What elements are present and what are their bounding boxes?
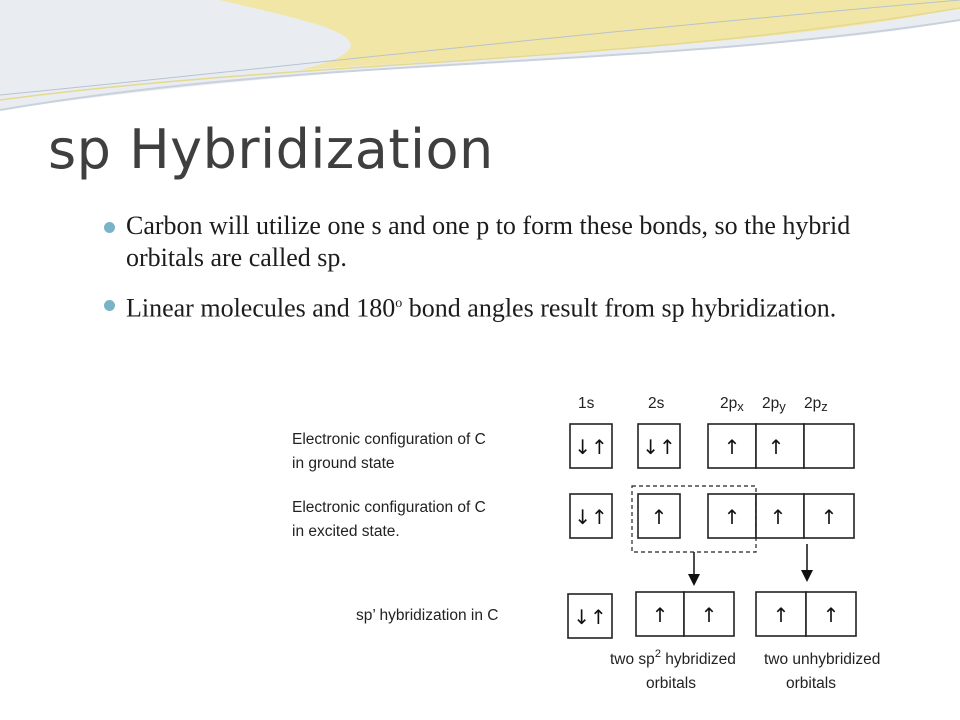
electron-arrows: ↓↑ xyxy=(573,605,607,629)
electron-arrow: ↑ xyxy=(723,505,741,529)
header-1s: 1s xyxy=(578,395,595,412)
bullet-dot-icon xyxy=(104,300,115,311)
bullet-item xyxy=(104,288,904,325)
electron-arrow: ↑ xyxy=(769,505,787,529)
bullet-dot-icon xyxy=(104,222,115,233)
header-swoosh-decoration xyxy=(0,0,960,120)
electron-arrows: ↓↑ xyxy=(642,435,676,459)
header-2s: 2s xyxy=(648,395,665,412)
electron-arrows: ↓↑ xyxy=(574,505,608,529)
degree-superscript: o xyxy=(395,296,403,311)
electron-arrow: ↑ xyxy=(650,505,668,529)
electron-arrow: ↑ xyxy=(820,505,838,529)
excited-state-label-line2: in excited state. xyxy=(292,523,400,540)
header-2py: 2py xyxy=(762,395,786,414)
electron-arrow: ↑ xyxy=(651,603,669,627)
orbital-diagram xyxy=(288,382,896,694)
electron-arrow: ↑ xyxy=(723,435,741,459)
electron-arrows: ↓↑ xyxy=(574,435,608,459)
bullet-list xyxy=(104,210,904,339)
orbital-box-2pz xyxy=(804,424,854,468)
unhybridized-caption-line1: two unhybridized xyxy=(764,651,881,668)
unhybridized-caption-line2: orbitals xyxy=(786,675,836,692)
hybridization-label: sp’ hybridization in C xyxy=(356,607,499,624)
ground-state-label-line2: in ground state xyxy=(292,455,395,472)
bullet-text-part: Linear molecules and 180 xyxy=(126,293,396,323)
header-2px: 2px xyxy=(720,395,744,414)
electron-arrow: ↑ xyxy=(772,603,790,627)
excited-state-label-line1: Electronic configuration of C xyxy=(292,499,486,516)
electron-arrow: ↑ xyxy=(822,603,840,627)
bullet-text-part: bond angles result from sp hybridization. xyxy=(402,293,837,323)
sp-orbitals-caption-line1: two $sp^2$ hybridized xyxy=(610,648,736,668)
bullet-item xyxy=(104,210,904,274)
ground-state-label-line1: Electronic configuration of C xyxy=(292,431,486,448)
slide-title: sp Hybridization xyxy=(48,118,494,181)
header-2pz: 2pz xyxy=(804,395,828,414)
electron-arrow: ↑ xyxy=(700,603,718,627)
bullet-text: Carbon will utilize one s and one p to form these bonds, so the hybrid orbitals are called sp. xyxy=(126,211,851,272)
electron-arrow: ↑ xyxy=(767,435,785,459)
sp-orbitals-caption-line2: orbitals xyxy=(646,675,696,692)
